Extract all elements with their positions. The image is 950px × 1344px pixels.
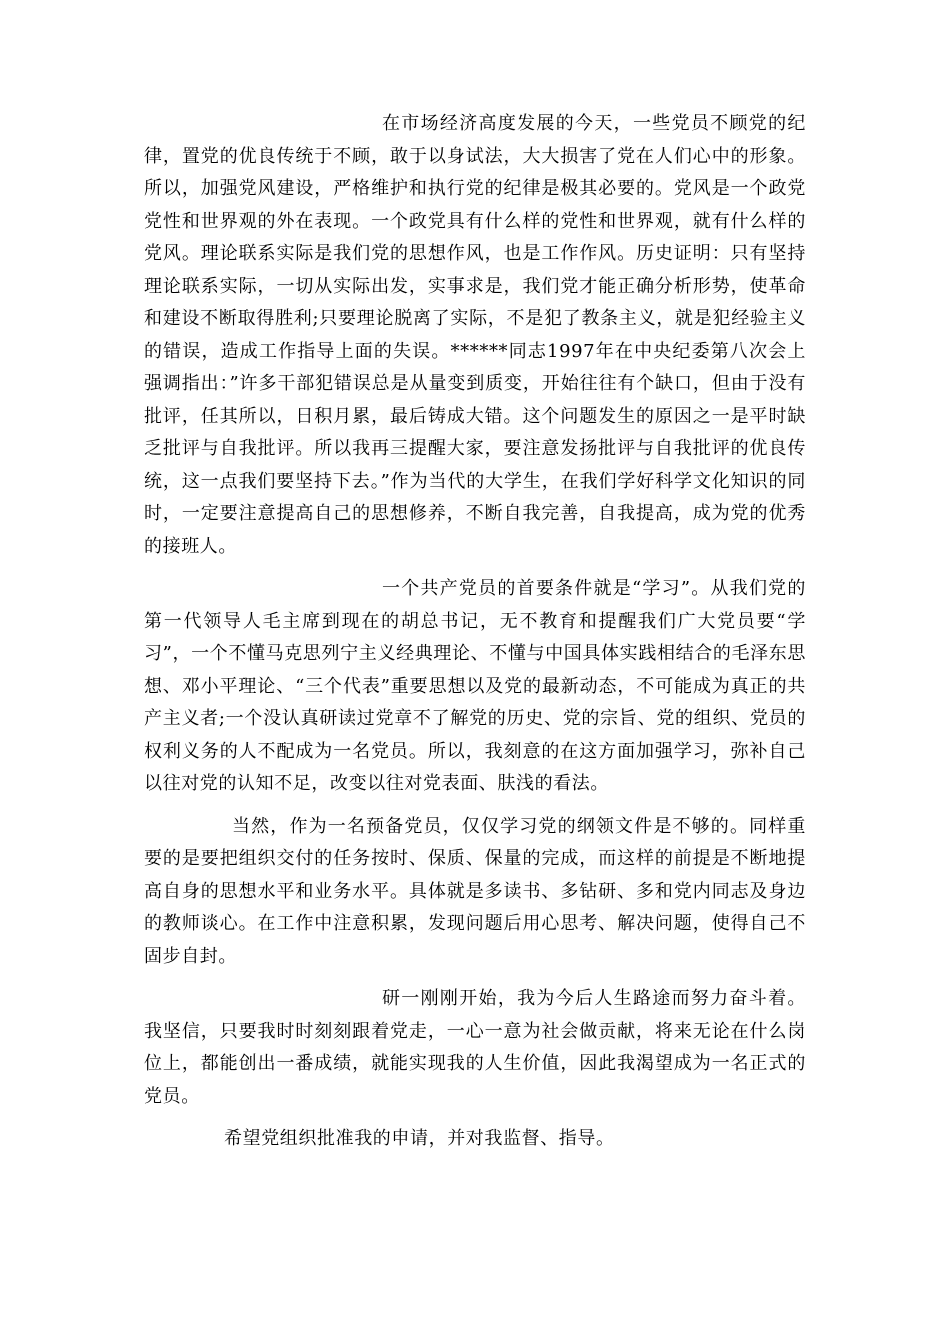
paragraph-graduate-study: 研一刚刚开始，我为今后人生路途而努力奋斗着。我坚信，只要我时时刻刻跟着党走，一心一意为社会做贡献，将来无论在什么岗位上，都能创出一番成绩，就能实现我的人生价值，因此我渴望成为一名正式的党员。 (144, 988, 806, 1107)
paragraph-party-discipline: 在市场经济高度发展的今天，一些党员不顾党的纪律，置党的优良传统于不顾，敢于以身试法，大大损害了党在人们心中的形象。所以，加强党风建设，严格维护和执行党的纪律是极其必要的。党风是一个政党党性和世界观的外在表现。一个政党具有什么样的党性和世界观，就有什么样的党风。理论联系实际是我们党的思想作风，也是工作作风。历史证明：只有坚持理论联系实际，一切从实际出发，实事求是，我们党才能正确分析形势，使革命和建设不断取得胜利;只要理论脱离了实际，不是犯了教条主义，就是犯经验主义的错误，造成工作指导上面的失误。******同志1997年在中央纪委第八次会上强调指出：”许多干部犯错误总是从量变到质变，开始往往有个缺口，但由于没有批评，任其所以，日积月累，最后铸成大错。这个问题发生的原因之一是平时缺乏批评与自我批评。所以我再三提醒大家，要注意发扬批评与自我批评的优良传统，这一点我们要坚持下去。”作为当代的大学生，在我们学好科学文化知识的同时，一定要注意提高自己的思想修养，不断自我完善，自我提高，成为党的优秀的接班人。 (144, 113, 806, 557)
document-body (144, 108, 806, 1166)
paragraph-probationary-member: 当然，作为一名预备党员，仅仅学习党的纲领文件是不够的。同样重要的是要把组织交付的任务按时、保质、保量的完成，而这样的前提是不断地提高自身的思想水平和业务水平。具体就是多读书、多钻研、多和党内同志及身边的教师谈心。在工作中注意积累，发现问题后用心思考、解决问题，使得自己不固步自封。 (144, 815, 806, 967)
paragraph-closing-request: 希望党组织批准我的申请，并对我监督、指导。 (224, 1128, 615, 1149)
paragraph-study: 一个共产党员的首要条件就是“学习”。从我们党的第一代领导人毛主席到现在的胡总书记，无不教育和提醒我们广大党员要“学习”，一个不懂马克思列宁主义经典理论、不懂与中国具体实践相结合的毛泽东思想、邓小平理论、“三个代表”重要思想以及党的最新动态，不可能成为真正的共产主义者;一个没认真研读过党章不了解党的历史、党的宗旨、党的组织、党员的权利义务的人不配成为一名党员。所以，我刻意的在这方面加强学习，弥补自己以往对党的认知不足，改变以往对党表面、肤浅的看法。 (144, 578, 806, 794)
